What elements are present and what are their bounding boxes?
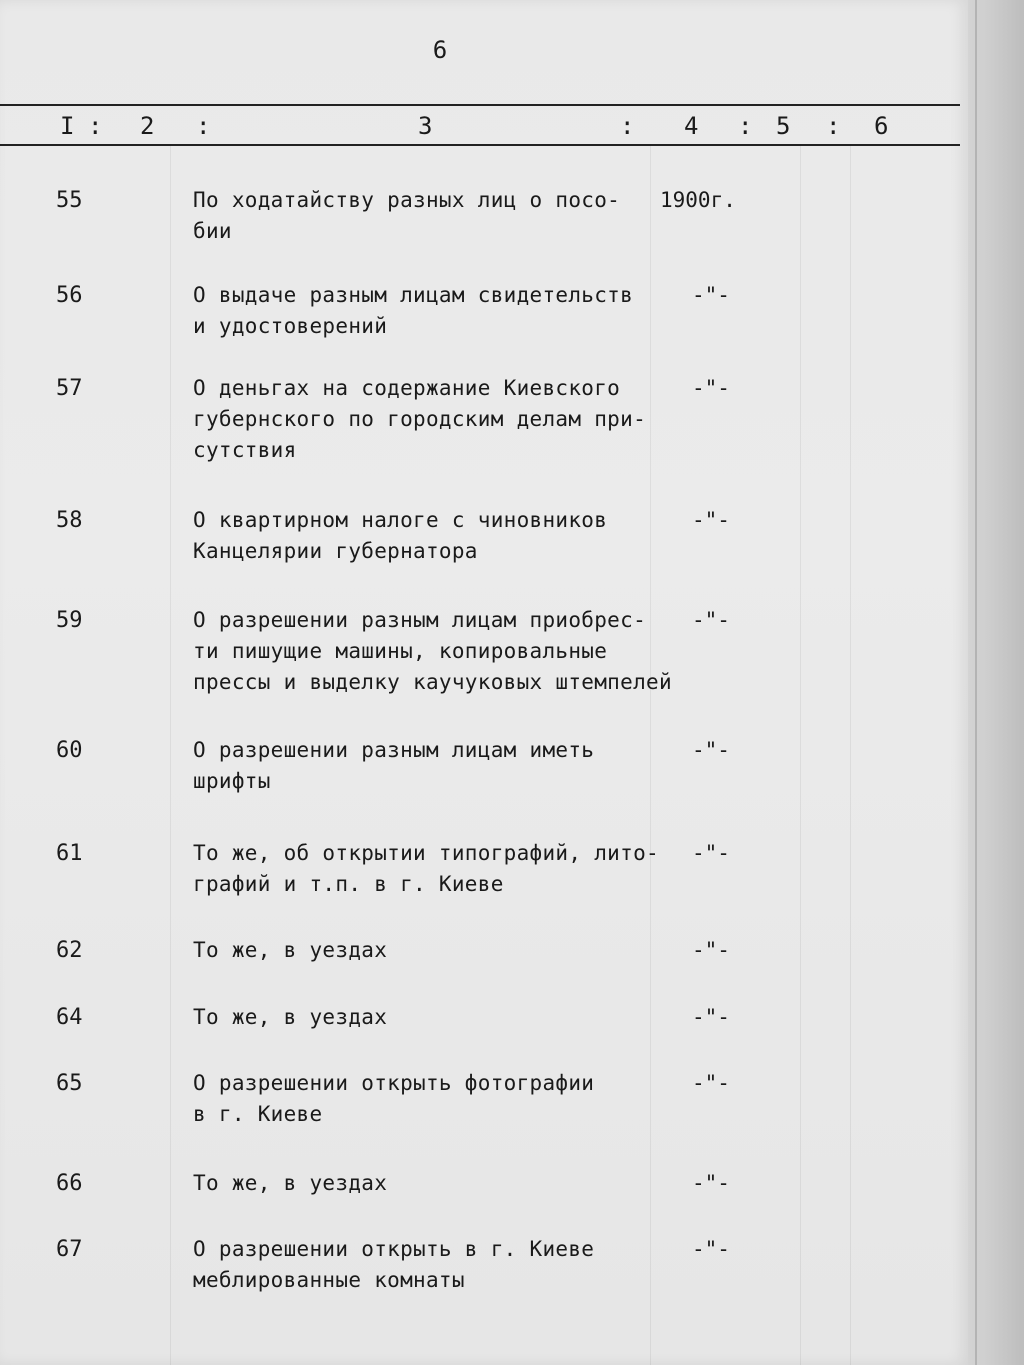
column-header-3: 3 [418, 112, 433, 140]
column-separator: : [620, 112, 635, 140]
row-date: 1900г. [660, 188, 736, 212]
row-date: -"- [692, 841, 730, 865]
row-date: -"- [692, 1171, 730, 1195]
row-number: 55 [56, 188, 83, 213]
column-rule [850, 146, 851, 1365]
row-number: 59 [56, 608, 83, 633]
row-date: -"- [692, 508, 730, 532]
column-header-4: 4 [684, 112, 699, 140]
column-rule [800, 146, 801, 1365]
row-number: 58 [56, 508, 83, 533]
row-date: -"- [692, 1071, 730, 1095]
row-date: -"- [692, 1237, 730, 1261]
row-number: 66 [56, 1171, 83, 1196]
row-date: -"- [692, 1005, 730, 1029]
row-date: -"- [692, 283, 730, 307]
column-separator: : [196, 112, 211, 140]
column-header-row [0, 108, 960, 144]
column-separator: : [738, 112, 753, 140]
row-title: То же, в уездах [193, 1005, 388, 1029]
column-header-2: 2 [140, 112, 155, 140]
row-title: То же, в уездах [193, 1171, 388, 1195]
page-edge-line [975, 0, 977, 1365]
row-title: О разрешении открыть фотографии в г. Киеве [193, 1071, 595, 1126]
row-title: То же, об открытии типографий, лито- графий и т.п. в г. Киеве [193, 841, 659, 896]
header-top-rule [0, 104, 960, 106]
page-number: 6 [432, 36, 448, 64]
header-bottom-rule [0, 144, 960, 146]
row-number: 60 [56, 738, 83, 763]
row-number: 57 [56, 376, 83, 401]
column-header-6: 6 [874, 112, 889, 140]
row-date: -"- [692, 608, 730, 632]
row-number: 62 [56, 938, 83, 963]
column-header-5: 5 [776, 112, 791, 140]
row-title: По ходатайству разных лиц о посо- бии [193, 188, 621, 243]
column-header-1: I [60, 112, 75, 140]
row-number: 67 [56, 1237, 83, 1262]
column-separator: : [826, 112, 841, 140]
row-title: О разрешении разным лицам приобрес- ти пишущие машины, копировальные прессы и выделку каучуковых штемпелей [193, 608, 672, 694]
row-title: О разрешении открыть в г. Киеве меблированные комнаты [193, 1237, 595, 1292]
row-number: 61 [56, 841, 83, 866]
row-title: О выдаче разным лицам свидетельств и удостоверений [193, 283, 634, 338]
row-date: -"- [692, 376, 730, 400]
row-title: То же, в уездах [193, 938, 388, 962]
row-date: -"- [692, 938, 730, 962]
row-number: 64 [56, 1005, 83, 1030]
row-title: О квартирном налоге с чиновников Канцелярии губернатора [193, 508, 608, 563]
column-rule [170, 146, 171, 1365]
row-number: 65 [56, 1071, 83, 1096]
row-number: 56 [56, 283, 83, 308]
row-title: О разрешении разным лицам иметь шрифты [193, 738, 595, 793]
row-title: О деньгах на содержание Киевского губернского по городским делам при- сутствия [193, 376, 647, 462]
row-date: -"- [692, 738, 730, 762]
column-separator: : [88, 112, 103, 140]
